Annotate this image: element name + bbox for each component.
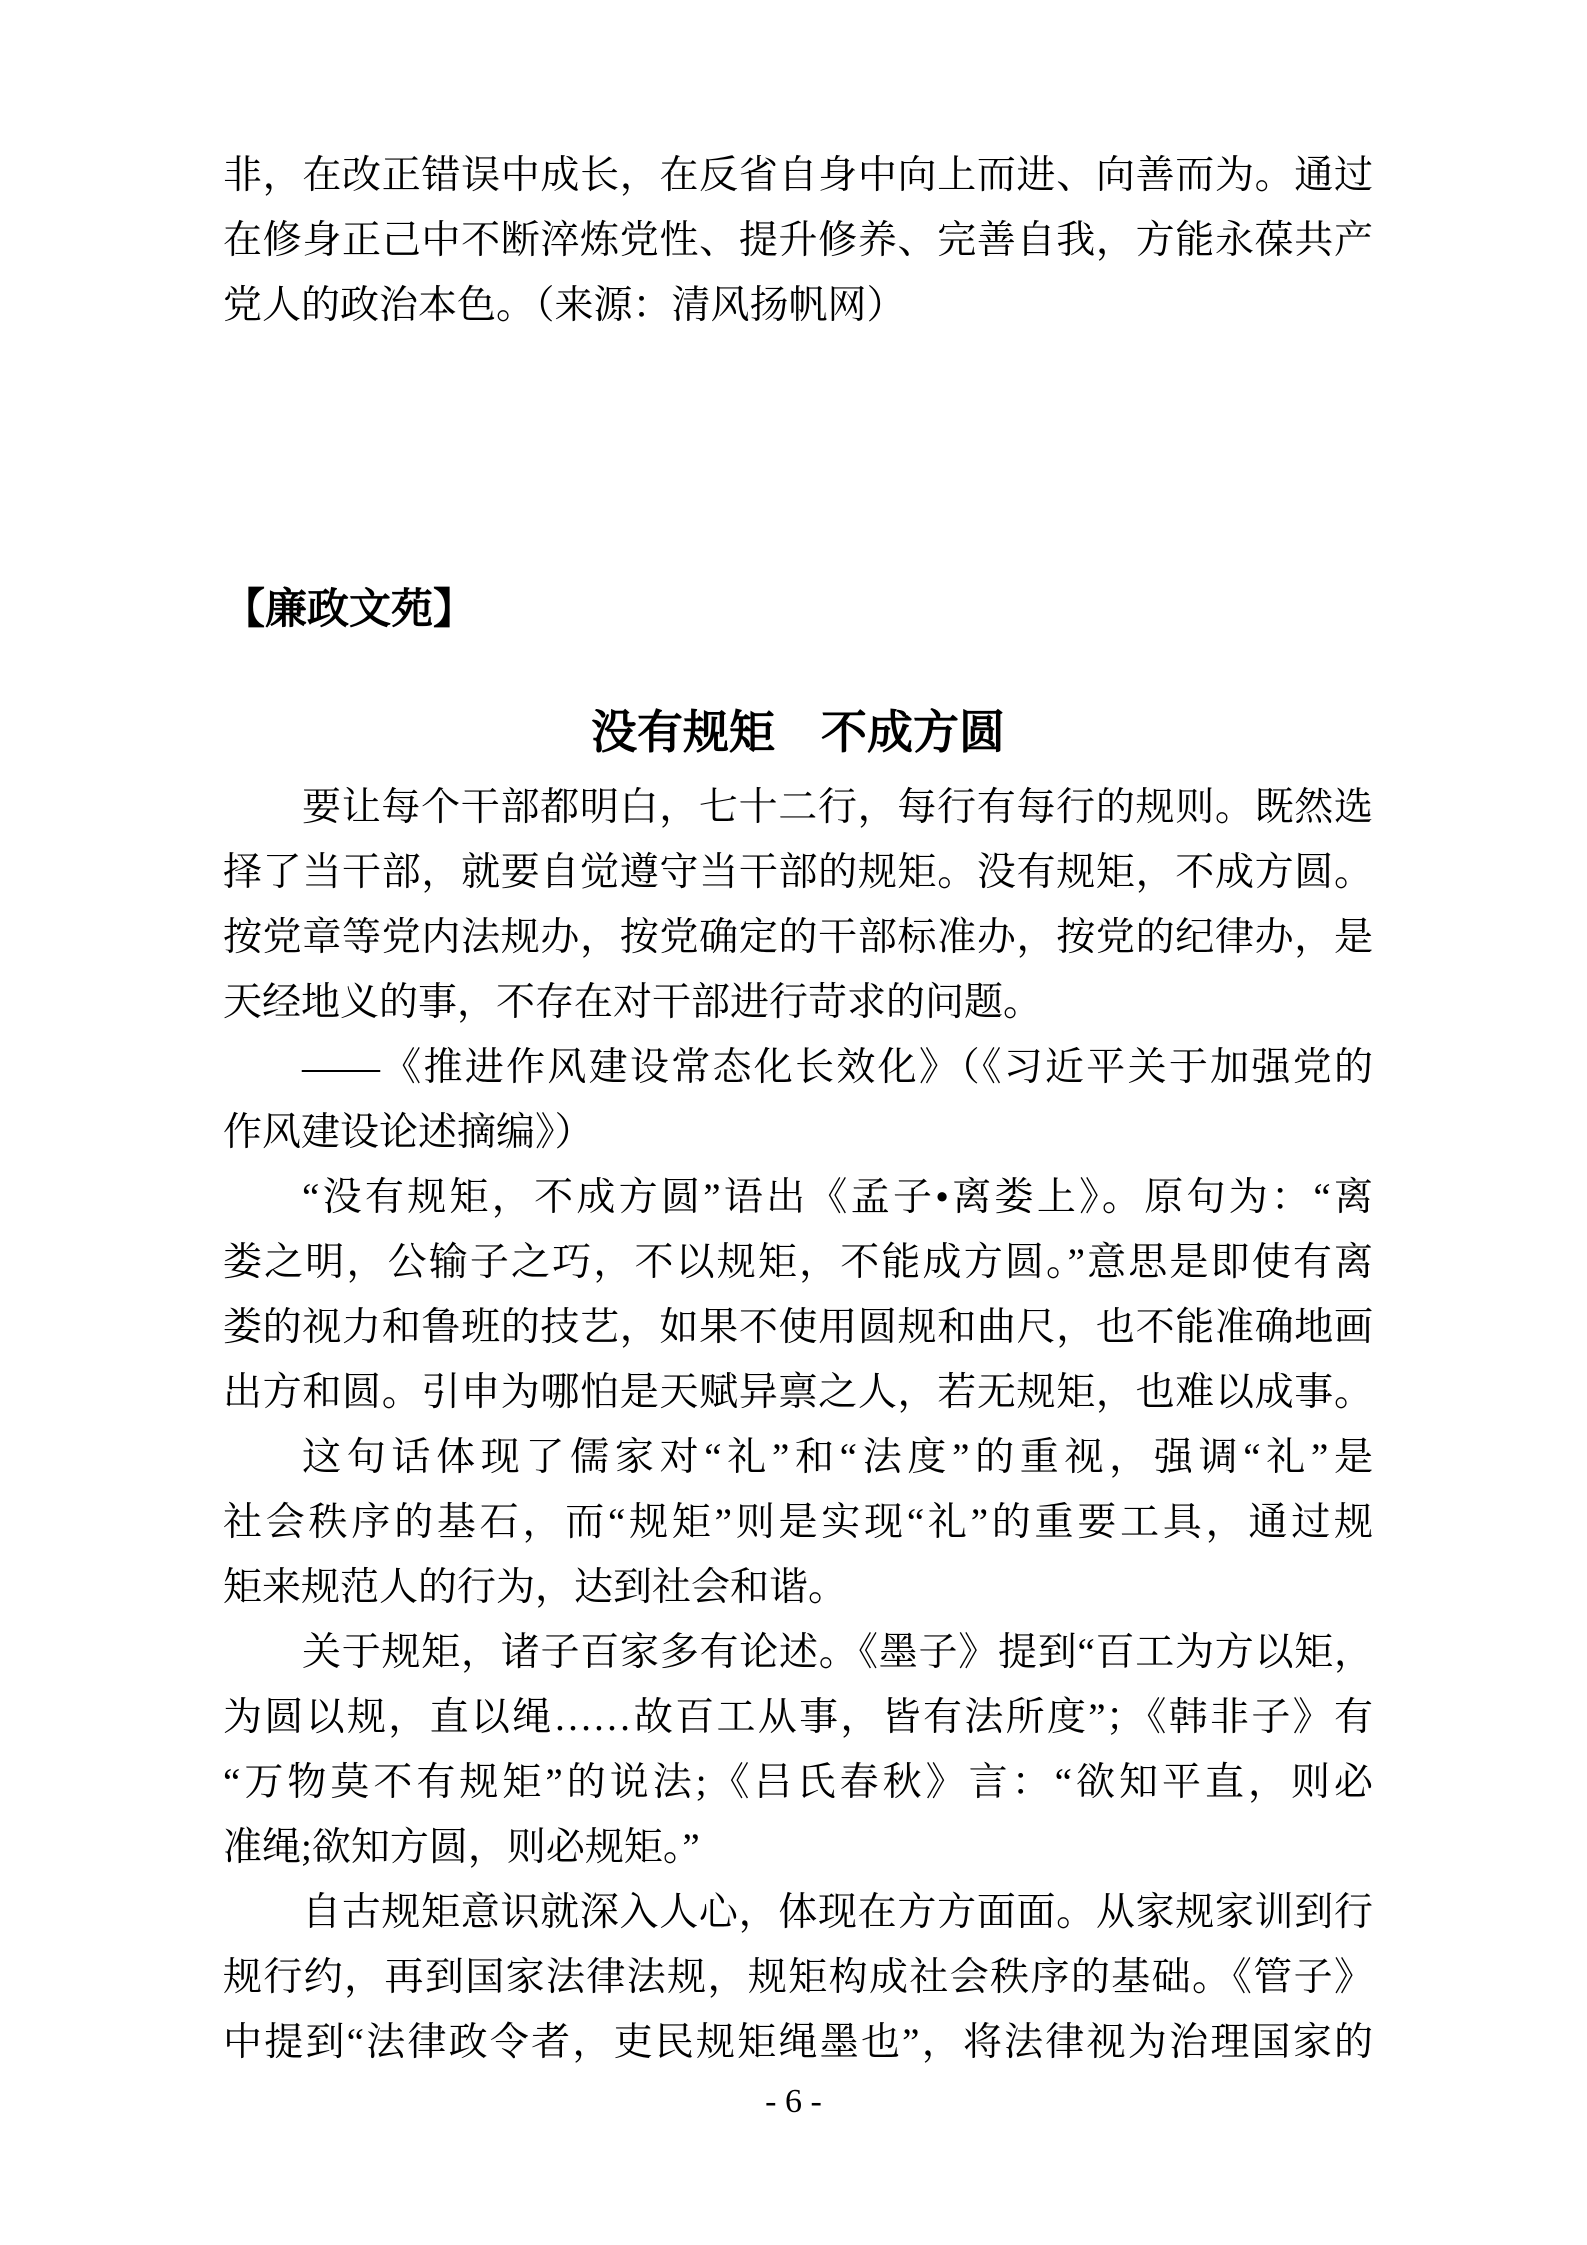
- text-line: 矩来规范人的行为，达到社会和谐。: [223, 1566, 848, 1609]
- paragraph: [223, 775, 1373, 1035]
- text-line: 娄之明，公输子之巧，不以规矩，不能成方圆。”意思是即使有离: [223, 1241, 1373, 1284]
- paragraph: [223, 1425, 1373, 1620]
- text-line: “万物莫不有规矩”的说法;《吕氏春秋》言：“欲知平直，则必: [223, 1761, 1373, 1804]
- text-line: 天经地义的事，不存在对干部进行苛求的问题。: [223, 981, 1043, 1024]
- text-line: ——《推进作风建设常态化长效化》（《习近平关于加强党的: [302, 1046, 1373, 1089]
- paragraph: [223, 1165, 1373, 1425]
- text-line: 规行约，再到国家法律法规，规矩构成社会秩序的基础。《管子》: [223, 1956, 1373, 1999]
- text-line: 为圆以规，直以绳……故百工从事，皆有法所度”；《韩非子》有: [223, 1696, 1373, 1739]
- intro-paragraph: [223, 143, 1373, 338]
- text-line: 按党章等党内法规办，按党确定的干部标准办，按党的纪律办，是: [223, 916, 1373, 959]
- text-line: 在修身正己中不断淬炼党性、提升修养、完善自我，方能永葆共产: [223, 219, 1373, 262]
- paragraph: [223, 1880, 1373, 2075]
- text-line: 社会秩序的基石，而“规矩”则是实现“礼”的重要工具，通过规: [223, 1501, 1373, 1544]
- page-number: - 6 -: [765, 2083, 822, 2120]
- text-line: 要让每个干部都明白，七十二行，每行有每行的规则。既然选: [302, 786, 1373, 829]
- text-line: 作风建设论述摘编》）: [223, 1111, 594, 1154]
- article-title: 没有规矩 不成方圆: [591, 707, 1005, 758]
- text-line: 中提到“法律政令者，吏民规矩绳墨也”，将法律视为治理国家的: [223, 2021, 1373, 2064]
- text-line: 自古规矩意识就深入人心，体现在方方面面。从家规家训到行: [302, 1891, 1373, 1934]
- text-line: “没有规矩，不成方圆”语出《孟子•离娄上》。原句为：“离: [302, 1176, 1373, 1219]
- article-body: [223, 775, 1373, 2075]
- text-line: 关于规矩，诸子百家多有论述。《墨子》提到“百工为方以矩，: [302, 1631, 1373, 1674]
- text-line: 这句话体现了儒家对“礼”和“法度”的重视，强调“礼”是: [302, 1436, 1373, 1479]
- paragraph: [223, 1035, 1373, 1165]
- text-line: 准绳;欲知方圆，则必规矩。”: [223, 1826, 700, 1869]
- text-line: 娄的视力和鲁班的技艺，如果不使用圆规和曲尺，也不能准确地画: [223, 1306, 1373, 1349]
- text-line: 非，在改正错误中成长，在反省自身中向上而进、向善而为。通过: [223, 154, 1373, 197]
- text-line: 出方和圆。引申为哪怕是天赋异禀之人，若无规矩，也难以成事。: [223, 1371, 1373, 1414]
- paragraph: [223, 1620, 1373, 1880]
- text-line: 择了当干部，就要自觉遵守当干部的规矩。没有规矩，不成方圆。: [223, 851, 1373, 894]
- text-line: 党人的政治本色。（来源：清风扬帆网）: [223, 284, 906, 327]
- section-header: 【廉政文苑】: [223, 587, 476, 633]
